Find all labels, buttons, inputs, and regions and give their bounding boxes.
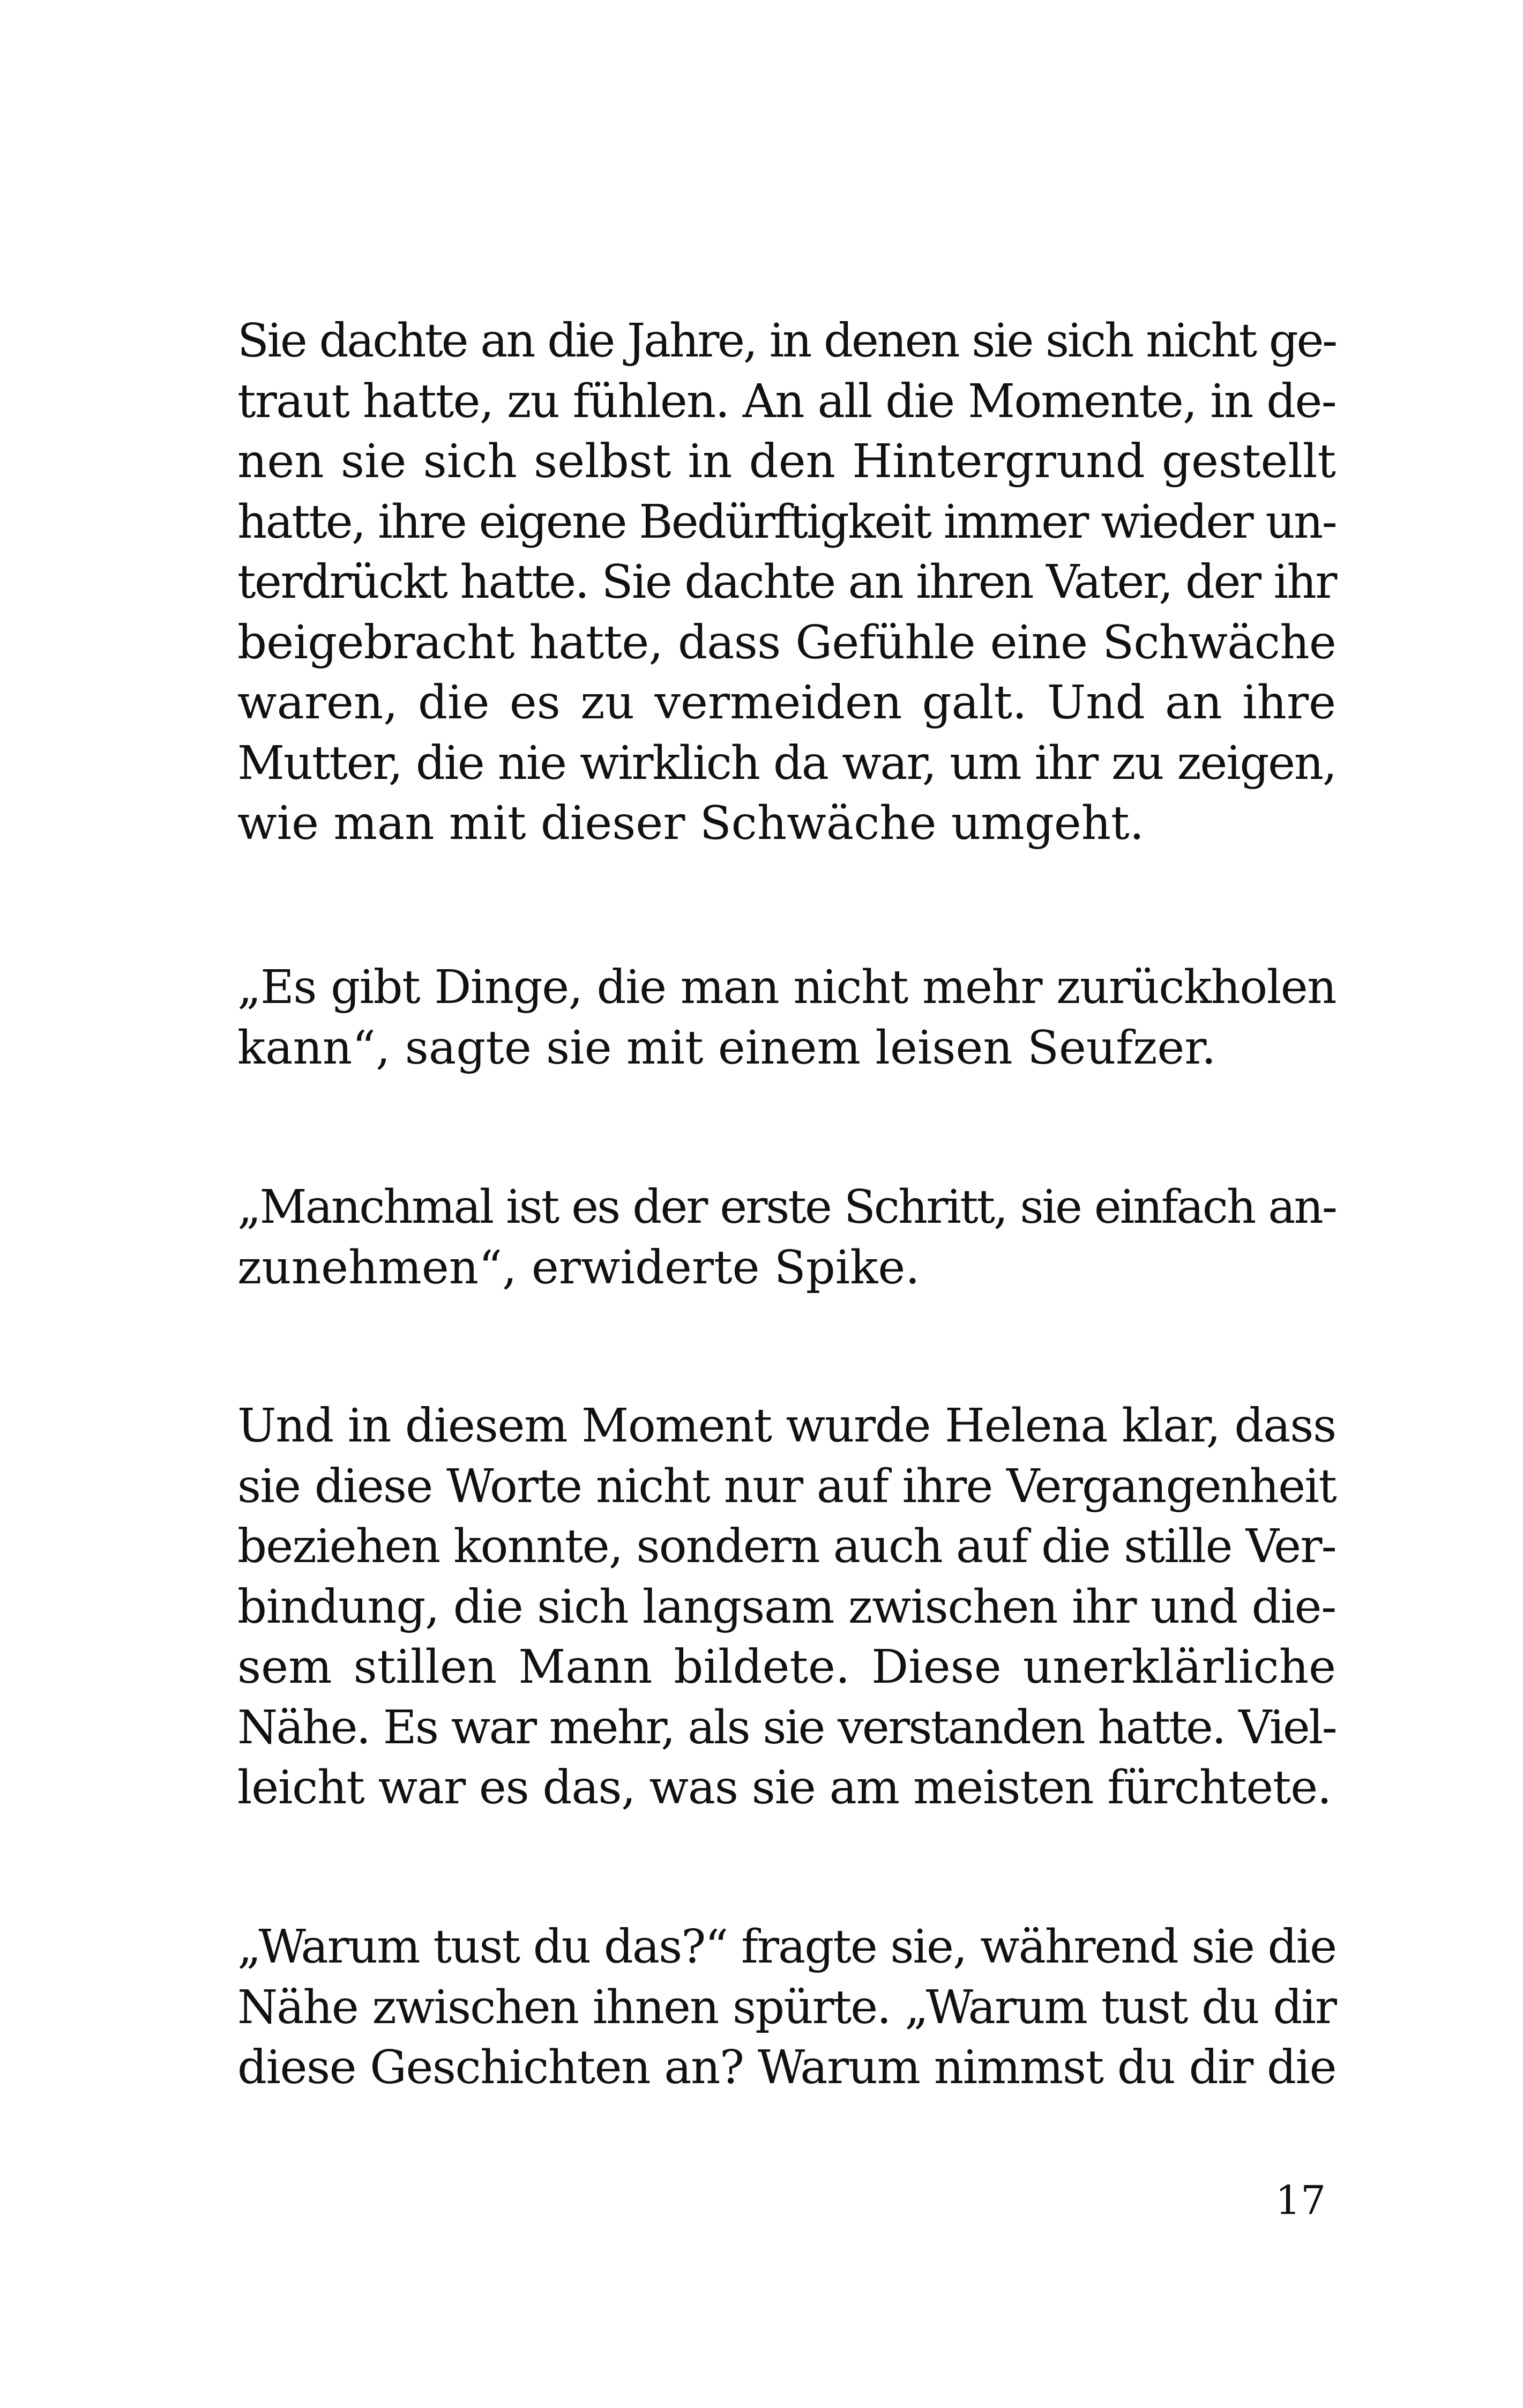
text-line: „Manchmal ist es der erste Schritt, sie einfach an- — [237, 1180, 1336, 1234]
page-number: 17 — [1275, 2177, 1326, 2224]
text-line: beziehen konnte, sondern auch auf die stille Ver- — [237, 1520, 1336, 1573]
text-line: waren, die es zu vermeiden galt. Und an ihre — [237, 676, 1336, 730]
text-line: sie diese Worte nicht nur auf ihre Vergangenheit — [237, 1459, 1336, 1513]
paragraph-5 — [237, 1917, 1336, 2098]
text-line: Nähe zwischen ihnen spürte. „Warum tust du dir — [237, 1980, 1336, 2034]
text-line: kann“, sagte sie mit einem leisen Seufzer. — [237, 1021, 1216, 1075]
text-line: Sie dachte an die Jahre, in denen sie sich nicht ge- — [237, 314, 1336, 368]
text-line: diese Geschichten an? Warum nimmst du dir die — [237, 2041, 1336, 2094]
text-line: Mutter, die nie wirklich da war, um ihr zu zeigen, — [237, 736, 1336, 790]
text-line: beigebracht hatte, dass Gefühle eine Schwäche — [237, 615, 1336, 670]
text-line: traut hatte, zu fühlen. An all die Momente, in de- — [237, 374, 1336, 428]
paragraph-4 — [237, 1396, 1336, 1818]
text-line: zunehmen“, erwiderte Spike. — [237, 1240, 920, 1295]
text-line: hatte, ihre eigene Bedürftigkeit immer wieder un- — [237, 495, 1336, 549]
text-line: sem stillen Mann bildete. Diese unerklärliche — [237, 1640, 1336, 1694]
paragraph-3 — [237, 1177, 1336, 1298]
text-line: terdrückt hatte. Sie dachte an ihren Vater, der ihr — [237, 555, 1336, 609]
text-line: nen sie sich selbst in den Hintergrund gestellt — [237, 435, 1336, 488]
text-line: bindung, die sich langsam zwischen ihr und die- — [237, 1580, 1336, 1634]
text-line: Nähe. Es war mehr, als sie verstanden hatte. Viel- — [237, 1700, 1336, 1755]
text-line: „Es gibt Dinge, die man nicht mehr zurückholen — [237, 961, 1336, 1014]
text-line: wie man mit dieser Schwäche umgeht. — [237, 797, 1145, 850]
text-line: leicht war es das, was sie am meisten fürchtete. — [237, 1761, 1331, 1815]
paragraph-1 — [237, 311, 1336, 854]
text-line: „Warum tust du das?“ fragte sie, während sie die — [237, 1920, 1336, 1974]
paragraph-2 — [237, 957, 1336, 1078]
text-line: Und in diesem Moment wurde Helena klar, dass — [237, 1399, 1336, 1453]
